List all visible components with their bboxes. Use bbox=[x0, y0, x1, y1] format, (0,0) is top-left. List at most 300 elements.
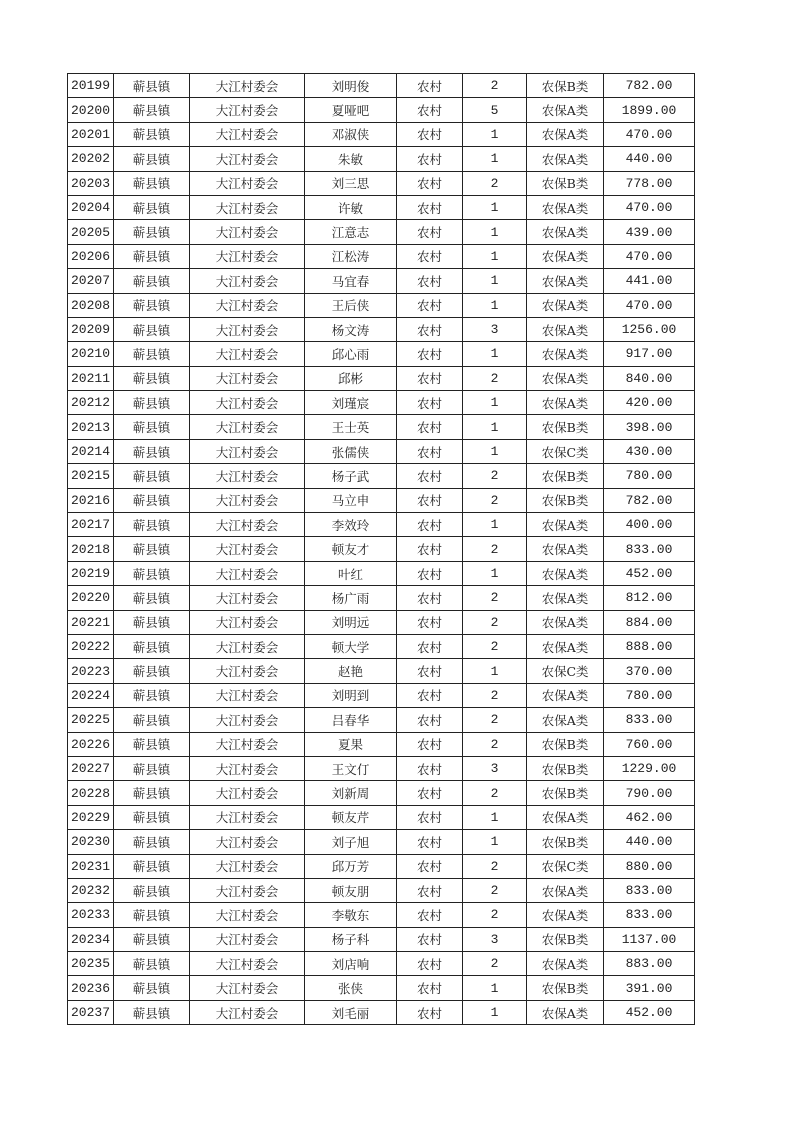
household-count-cell: 2 bbox=[463, 488, 527, 512]
insurance-category-cell: 农保A类 bbox=[527, 586, 604, 610]
residence-type-cell: 农村 bbox=[397, 98, 463, 122]
insurance-category-cell: 农保B类 bbox=[527, 976, 604, 1000]
record-id-cell: 20226 bbox=[68, 732, 114, 756]
person-name-cell: 吕春华 bbox=[305, 708, 397, 732]
residence-type-cell: 农村 bbox=[397, 342, 463, 366]
insurance-category-cell: 农保A类 bbox=[527, 220, 604, 244]
town-cell: 蕲县镇 bbox=[114, 488, 190, 512]
amount-cell: 1256.00 bbox=[604, 317, 695, 341]
table-row bbox=[68, 342, 695, 366]
residence-type-cell: 农村 bbox=[397, 610, 463, 634]
town-cell: 蕲县镇 bbox=[114, 708, 190, 732]
insurance-category-cell: 农保A类 bbox=[527, 122, 604, 146]
insurance-category-cell: 农保A类 bbox=[527, 147, 604, 171]
record-id-cell: 20237 bbox=[68, 1000, 114, 1024]
amount-cell: 452.00 bbox=[604, 561, 695, 585]
amount-cell: 790.00 bbox=[604, 781, 695, 805]
insurance-category-cell: 农保A类 bbox=[527, 1000, 604, 1024]
record-id-cell: 20217 bbox=[68, 513, 114, 537]
residence-type-cell: 农村 bbox=[397, 683, 463, 707]
table-row bbox=[68, 537, 695, 561]
town-cell: 蕲县镇 bbox=[114, 513, 190, 537]
residence-type-cell: 农村 bbox=[397, 561, 463, 585]
records-table bbox=[67, 73, 695, 1025]
person-name-cell: 马宜春 bbox=[305, 269, 397, 293]
amount-cell: 440.00 bbox=[604, 830, 695, 854]
amount-cell: 917.00 bbox=[604, 342, 695, 366]
table-row bbox=[68, 1000, 695, 1024]
table-row bbox=[68, 439, 695, 463]
insurance-category-cell: 农保A类 bbox=[527, 195, 604, 219]
household-count-cell: 1 bbox=[463, 269, 527, 293]
table-row bbox=[68, 244, 695, 268]
table-row bbox=[68, 220, 695, 244]
village-committee-cell: 大江村委会 bbox=[190, 708, 305, 732]
person-name-cell: 刘瑾宸 bbox=[305, 391, 397, 415]
insurance-category-cell: 农保B类 bbox=[527, 927, 604, 951]
insurance-category-cell: 农保A类 bbox=[527, 244, 604, 268]
person-name-cell: 许敏 bbox=[305, 195, 397, 219]
record-id-cell: 20219 bbox=[68, 561, 114, 585]
person-name-cell: 刘明远 bbox=[305, 610, 397, 634]
residence-type-cell: 农村 bbox=[397, 781, 463, 805]
person-name-cell: 刘明俊 bbox=[305, 74, 397, 98]
household-count-cell: 2 bbox=[463, 683, 527, 707]
record-id-cell: 20208 bbox=[68, 293, 114, 317]
insurance-category-cell: 农保B类 bbox=[527, 488, 604, 512]
residence-type-cell: 农村 bbox=[397, 74, 463, 98]
town-cell: 蕲县镇 bbox=[114, 122, 190, 146]
amount-cell: 883.00 bbox=[604, 952, 695, 976]
person-name-cell: 顿友朋 bbox=[305, 878, 397, 902]
person-name-cell: 李敬东 bbox=[305, 903, 397, 927]
insurance-category-cell: 农保A类 bbox=[527, 317, 604, 341]
village-committee-cell: 大江村委会 bbox=[190, 74, 305, 98]
person-name-cell: 顿大学 bbox=[305, 634, 397, 658]
table-row bbox=[68, 293, 695, 317]
table-row bbox=[68, 927, 695, 951]
amount-cell: 462.00 bbox=[604, 805, 695, 829]
insurance-category-cell: 农保C类 bbox=[527, 659, 604, 683]
insurance-category-cell: 农保A类 bbox=[527, 342, 604, 366]
household-count-cell: 2 bbox=[463, 708, 527, 732]
record-id-cell: 20223 bbox=[68, 659, 114, 683]
person-name-cell: 杨子科 bbox=[305, 927, 397, 951]
table-row bbox=[68, 171, 695, 195]
amount-cell: 833.00 bbox=[604, 708, 695, 732]
table-row bbox=[68, 732, 695, 756]
village-committee-cell: 大江村委会 bbox=[190, 464, 305, 488]
household-count-cell: 2 bbox=[463, 464, 527, 488]
residence-type-cell: 农村 bbox=[397, 854, 463, 878]
record-id-cell: 20214 bbox=[68, 439, 114, 463]
record-id-cell: 20225 bbox=[68, 708, 114, 732]
amount-cell: 833.00 bbox=[604, 878, 695, 902]
residence-type-cell: 农村 bbox=[397, 756, 463, 780]
table-row bbox=[68, 634, 695, 658]
table-row bbox=[68, 805, 695, 829]
insurance-category-cell: 农保B类 bbox=[527, 830, 604, 854]
record-id-cell: 20224 bbox=[68, 683, 114, 707]
person-name-cell: 张侠 bbox=[305, 976, 397, 1000]
insurance-category-cell: 农保A类 bbox=[527, 805, 604, 829]
table-row bbox=[68, 147, 695, 171]
village-committee-cell: 大江村委会 bbox=[190, 317, 305, 341]
household-count-cell: 2 bbox=[463, 781, 527, 805]
table-row bbox=[68, 195, 695, 219]
town-cell: 蕲县镇 bbox=[114, 659, 190, 683]
table-row bbox=[68, 464, 695, 488]
amount-cell: 391.00 bbox=[604, 976, 695, 1000]
person-name-cell: 马立申 bbox=[305, 488, 397, 512]
village-committee-cell: 大江村委会 bbox=[190, 513, 305, 537]
household-count-cell: 1 bbox=[463, 513, 527, 537]
table-row bbox=[68, 269, 695, 293]
household-count-cell: 5 bbox=[463, 98, 527, 122]
village-committee-cell: 大江村委会 bbox=[190, 293, 305, 317]
record-id-cell: 20215 bbox=[68, 464, 114, 488]
residence-type-cell: 农村 bbox=[397, 732, 463, 756]
amount-cell: 1229.00 bbox=[604, 756, 695, 780]
insurance-category-cell: 农保A类 bbox=[527, 293, 604, 317]
table-row bbox=[68, 74, 695, 98]
village-committee-cell: 大江村委会 bbox=[190, 927, 305, 951]
record-id-cell: 20213 bbox=[68, 415, 114, 439]
town-cell: 蕲县镇 bbox=[114, 537, 190, 561]
amount-cell: 470.00 bbox=[604, 293, 695, 317]
residence-type-cell: 农村 bbox=[397, 586, 463, 610]
record-id-cell: 20206 bbox=[68, 244, 114, 268]
village-committee-cell: 大江村委会 bbox=[190, 878, 305, 902]
village-committee-cell: 大江村委会 bbox=[190, 683, 305, 707]
household-count-cell: 3 bbox=[463, 756, 527, 780]
town-cell: 蕲县镇 bbox=[114, 561, 190, 585]
record-id-cell: 20234 bbox=[68, 927, 114, 951]
insurance-category-cell: 农保A类 bbox=[527, 269, 604, 293]
person-name-cell: 邱彬 bbox=[305, 366, 397, 390]
household-count-cell: 1 bbox=[463, 391, 527, 415]
village-committee-cell: 大江村委会 bbox=[190, 952, 305, 976]
village-committee-cell: 大江村委会 bbox=[190, 1000, 305, 1024]
table-body bbox=[68, 74, 695, 1025]
record-id-cell: 20204 bbox=[68, 195, 114, 219]
insurance-category-cell: 农保A类 bbox=[527, 537, 604, 561]
table-row bbox=[68, 513, 695, 537]
village-committee-cell: 大江村委会 bbox=[190, 366, 305, 390]
amount-cell: 370.00 bbox=[604, 659, 695, 683]
household-count-cell: 1 bbox=[463, 195, 527, 219]
village-committee-cell: 大江村委会 bbox=[190, 634, 305, 658]
table-row bbox=[68, 98, 695, 122]
town-cell: 蕲县镇 bbox=[114, 830, 190, 854]
person-name-cell: 刘店响 bbox=[305, 952, 397, 976]
residence-type-cell: 农村 bbox=[397, 293, 463, 317]
town-cell: 蕲县镇 bbox=[114, 439, 190, 463]
person-name-cell: 张儒侠 bbox=[305, 439, 397, 463]
village-committee-cell: 大江村委会 bbox=[190, 195, 305, 219]
residence-type-cell: 农村 bbox=[397, 366, 463, 390]
residence-type-cell: 农村 bbox=[397, 976, 463, 1000]
record-id-cell: 20209 bbox=[68, 317, 114, 341]
record-id-cell: 20222 bbox=[68, 634, 114, 658]
village-committee-cell: 大江村委会 bbox=[190, 171, 305, 195]
person-name-cell: 江意志 bbox=[305, 220, 397, 244]
household-count-cell: 1 bbox=[463, 976, 527, 1000]
village-committee-cell: 大江村委会 bbox=[190, 122, 305, 146]
household-count-cell: 2 bbox=[463, 537, 527, 561]
residence-type-cell: 农村 bbox=[397, 634, 463, 658]
person-name-cell: 刘毛丽 bbox=[305, 1000, 397, 1024]
village-committee-cell: 大江村委会 bbox=[190, 586, 305, 610]
household-count-cell: 2 bbox=[463, 586, 527, 610]
record-id-cell: 20207 bbox=[68, 269, 114, 293]
person-name-cell: 夏哑吧 bbox=[305, 98, 397, 122]
household-count-cell: 1 bbox=[463, 342, 527, 366]
amount-cell: 880.00 bbox=[604, 854, 695, 878]
residence-type-cell: 农村 bbox=[397, 708, 463, 732]
insurance-category-cell: 农保B类 bbox=[527, 74, 604, 98]
town-cell: 蕲县镇 bbox=[114, 781, 190, 805]
residence-type-cell: 农村 bbox=[397, 1000, 463, 1024]
insurance-category-cell: 农保B类 bbox=[527, 732, 604, 756]
person-name-cell: 顿友才 bbox=[305, 537, 397, 561]
town-cell: 蕲县镇 bbox=[114, 244, 190, 268]
household-count-cell: 2 bbox=[463, 878, 527, 902]
town-cell: 蕲县镇 bbox=[114, 220, 190, 244]
village-committee-cell: 大江村委会 bbox=[190, 830, 305, 854]
table-row bbox=[68, 561, 695, 585]
village-committee-cell: 大江村委会 bbox=[190, 781, 305, 805]
town-cell: 蕲县镇 bbox=[114, 756, 190, 780]
amount-cell: 812.00 bbox=[604, 586, 695, 610]
person-name-cell: 李效玲 bbox=[305, 513, 397, 537]
household-count-cell: 3 bbox=[463, 927, 527, 951]
residence-type-cell: 农村 bbox=[397, 805, 463, 829]
person-name-cell: 江松涛 bbox=[305, 244, 397, 268]
residence-type-cell: 农村 bbox=[397, 513, 463, 537]
table-row bbox=[68, 415, 695, 439]
insurance-category-cell: 农保A类 bbox=[527, 610, 604, 634]
residence-type-cell: 农村 bbox=[397, 391, 463, 415]
person-name-cell: 刘明到 bbox=[305, 683, 397, 707]
town-cell: 蕲县镇 bbox=[114, 342, 190, 366]
residence-type-cell: 农村 bbox=[397, 220, 463, 244]
household-count-cell: 2 bbox=[463, 74, 527, 98]
record-id-cell: 20233 bbox=[68, 903, 114, 927]
village-committee-cell: 大江村委会 bbox=[190, 903, 305, 927]
town-cell: 蕲县镇 bbox=[114, 732, 190, 756]
residence-type-cell: 农村 bbox=[397, 830, 463, 854]
record-id-cell: 20205 bbox=[68, 220, 114, 244]
amount-cell: 470.00 bbox=[604, 195, 695, 219]
record-id-cell: 20218 bbox=[68, 537, 114, 561]
household-count-cell: 3 bbox=[463, 317, 527, 341]
amount-cell: 833.00 bbox=[604, 903, 695, 927]
residence-type-cell: 农村 bbox=[397, 317, 463, 341]
household-count-cell: 1 bbox=[463, 561, 527, 585]
record-id-cell: 20228 bbox=[68, 781, 114, 805]
record-id-cell: 20199 bbox=[68, 74, 114, 98]
town-cell: 蕲县镇 bbox=[114, 195, 190, 219]
village-committee-cell: 大江村委会 bbox=[190, 659, 305, 683]
person-name-cell: 杨广雨 bbox=[305, 586, 397, 610]
town-cell: 蕲县镇 bbox=[114, 1000, 190, 1024]
amount-cell: 782.00 bbox=[604, 74, 695, 98]
person-name-cell: 顿友芹 bbox=[305, 805, 397, 829]
insurance-category-cell: 农保A类 bbox=[527, 98, 604, 122]
residence-type-cell: 农村 bbox=[397, 878, 463, 902]
insurance-category-cell: 农保A类 bbox=[527, 391, 604, 415]
record-id-cell: 20216 bbox=[68, 488, 114, 512]
person-name-cell: 刘三思 bbox=[305, 171, 397, 195]
household-count-cell: 2 bbox=[463, 634, 527, 658]
household-count-cell: 1 bbox=[463, 415, 527, 439]
record-id-cell: 20202 bbox=[68, 147, 114, 171]
residence-type-cell: 农村 bbox=[397, 464, 463, 488]
record-id-cell: 20229 bbox=[68, 805, 114, 829]
village-committee-cell: 大江村委会 bbox=[190, 805, 305, 829]
person-name-cell: 王士英 bbox=[305, 415, 397, 439]
insurance-category-cell: 农保C类 bbox=[527, 439, 604, 463]
table-row bbox=[68, 952, 695, 976]
amount-cell: 780.00 bbox=[604, 683, 695, 707]
village-committee-cell: 大江村委会 bbox=[190, 220, 305, 244]
person-name-cell: 夏果 bbox=[305, 732, 397, 756]
person-name-cell: 王后侠 bbox=[305, 293, 397, 317]
residence-type-cell: 农村 bbox=[397, 122, 463, 146]
town-cell: 蕲县镇 bbox=[114, 171, 190, 195]
town-cell: 蕲县镇 bbox=[114, 391, 190, 415]
village-committee-cell: 大江村委会 bbox=[190, 391, 305, 415]
table-row bbox=[68, 830, 695, 854]
table-row bbox=[68, 976, 695, 1000]
amount-cell: 778.00 bbox=[604, 171, 695, 195]
residence-type-cell: 农村 bbox=[397, 415, 463, 439]
insurance-category-cell: 农保A类 bbox=[527, 561, 604, 585]
town-cell: 蕲县镇 bbox=[114, 683, 190, 707]
household-count-cell: 1 bbox=[463, 244, 527, 268]
town-cell: 蕲县镇 bbox=[114, 366, 190, 390]
amount-cell: 452.00 bbox=[604, 1000, 695, 1024]
town-cell: 蕲县镇 bbox=[114, 805, 190, 829]
table-row bbox=[68, 781, 695, 805]
town-cell: 蕲县镇 bbox=[114, 98, 190, 122]
amount-cell: 888.00 bbox=[604, 634, 695, 658]
village-committee-cell: 大江村委会 bbox=[190, 415, 305, 439]
person-name-cell: 杨子武 bbox=[305, 464, 397, 488]
table-row bbox=[68, 391, 695, 415]
table-row bbox=[68, 683, 695, 707]
amount-cell: 430.00 bbox=[604, 439, 695, 463]
record-id-cell: 20210 bbox=[68, 342, 114, 366]
insurance-category-cell: 农保C类 bbox=[527, 854, 604, 878]
town-cell: 蕲县镇 bbox=[114, 927, 190, 951]
town-cell: 蕲县镇 bbox=[114, 586, 190, 610]
household-count-cell: 1 bbox=[463, 659, 527, 683]
residence-type-cell: 农村 bbox=[397, 269, 463, 293]
person-name-cell: 赵艳 bbox=[305, 659, 397, 683]
village-committee-cell: 大江村委会 bbox=[190, 610, 305, 634]
insurance-category-cell: 农保B类 bbox=[527, 415, 604, 439]
household-count-cell: 1 bbox=[463, 147, 527, 171]
village-committee-cell: 大江村委会 bbox=[190, 342, 305, 366]
person-name-cell: 刘新周 bbox=[305, 781, 397, 805]
person-name-cell: 邓淑侠 bbox=[305, 122, 397, 146]
town-cell: 蕲县镇 bbox=[114, 464, 190, 488]
record-id-cell: 20235 bbox=[68, 952, 114, 976]
table-row bbox=[68, 756, 695, 780]
village-committee-cell: 大江村委会 bbox=[190, 147, 305, 171]
town-cell: 蕲县镇 bbox=[114, 74, 190, 98]
insurance-category-cell: 农保A类 bbox=[527, 683, 604, 707]
amount-cell: 400.00 bbox=[604, 513, 695, 537]
amount-cell: 782.00 bbox=[604, 488, 695, 512]
household-count-cell: 1 bbox=[463, 805, 527, 829]
household-count-cell: 1 bbox=[463, 439, 527, 463]
insurance-category-cell: 农保A类 bbox=[527, 903, 604, 927]
amount-cell: 470.00 bbox=[604, 122, 695, 146]
record-id-cell: 20203 bbox=[68, 171, 114, 195]
residence-type-cell: 农村 bbox=[397, 439, 463, 463]
town-cell: 蕲县镇 bbox=[114, 293, 190, 317]
amount-cell: 760.00 bbox=[604, 732, 695, 756]
table-row bbox=[68, 708, 695, 732]
amount-cell: 840.00 bbox=[604, 366, 695, 390]
village-committee-cell: 大江村委会 bbox=[190, 244, 305, 268]
household-count-cell: 1 bbox=[463, 220, 527, 244]
table-row bbox=[68, 317, 695, 341]
residence-type-cell: 农村 bbox=[397, 244, 463, 268]
person-name-cell: 叶红 bbox=[305, 561, 397, 585]
table-row bbox=[68, 610, 695, 634]
insurance-category-cell: 农保B类 bbox=[527, 756, 604, 780]
village-committee-cell: 大江村委会 bbox=[190, 854, 305, 878]
record-id-cell: 20227 bbox=[68, 756, 114, 780]
record-id-cell: 20221 bbox=[68, 610, 114, 634]
record-id-cell: 20220 bbox=[68, 586, 114, 610]
person-name-cell: 邱心雨 bbox=[305, 342, 397, 366]
amount-cell: 884.00 bbox=[604, 610, 695, 634]
household-count-cell: 1 bbox=[463, 122, 527, 146]
residence-type-cell: 农村 bbox=[397, 195, 463, 219]
record-id-cell: 20212 bbox=[68, 391, 114, 415]
table-row bbox=[68, 903, 695, 927]
village-committee-cell: 大江村委会 bbox=[190, 269, 305, 293]
village-committee-cell: 大江村委会 bbox=[190, 976, 305, 1000]
household-count-cell: 2 bbox=[463, 903, 527, 927]
person-name-cell: 杨文涛 bbox=[305, 317, 397, 341]
household-count-cell: 2 bbox=[463, 610, 527, 634]
household-count-cell: 1 bbox=[463, 1000, 527, 1024]
household-count-cell: 1 bbox=[463, 830, 527, 854]
table-row bbox=[68, 366, 695, 390]
amount-cell: 780.00 bbox=[604, 464, 695, 488]
town-cell: 蕲县镇 bbox=[114, 878, 190, 902]
household-count-cell: 2 bbox=[463, 854, 527, 878]
residence-type-cell: 农村 bbox=[397, 927, 463, 951]
table-row bbox=[68, 659, 695, 683]
insurance-category-cell: 农保B类 bbox=[527, 464, 604, 488]
record-id-cell: 20232 bbox=[68, 878, 114, 902]
amount-cell: 1137.00 bbox=[604, 927, 695, 951]
town-cell: 蕲县镇 bbox=[114, 610, 190, 634]
record-id-cell: 20236 bbox=[68, 976, 114, 1000]
person-name-cell: 朱敏 bbox=[305, 147, 397, 171]
record-id-cell: 20230 bbox=[68, 830, 114, 854]
town-cell: 蕲县镇 bbox=[114, 415, 190, 439]
person-name-cell: 邱万芳 bbox=[305, 854, 397, 878]
amount-cell: 1899.00 bbox=[604, 98, 695, 122]
